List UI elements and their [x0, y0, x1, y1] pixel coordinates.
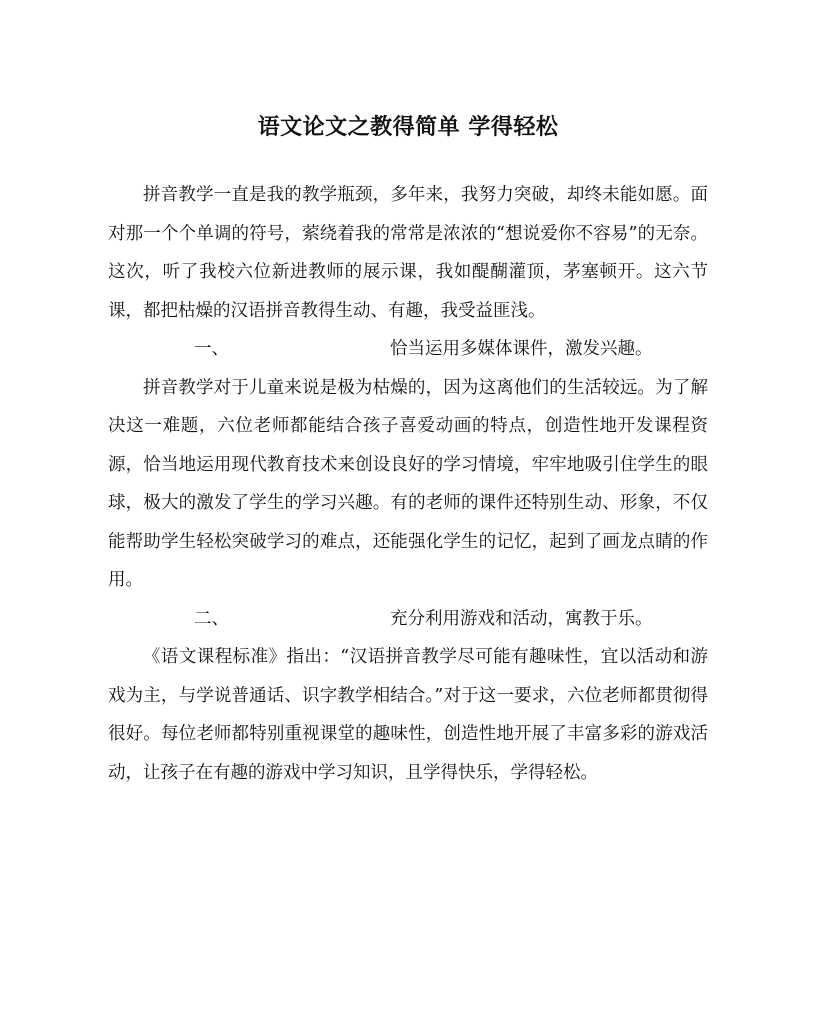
section-title: 充分利用游戏和活动，寓教于乐。 — [390, 608, 653, 629]
paragraph-section-2: 《语文课程标准》指出：“汉语拼音教学尽可能有趣味性，宜以活动和游戏为主，与学说普通话、识字教学相结合。”对于这一要求，六位老师都贯彻得很好。每位老师都特别重视课堂的趣味性，创造性地开展了丰富多彩的游戏活动，让孩子在有趣的游戏中学习知识，且学得快乐，学得轻松。 — [108, 647, 708, 783]
paragraph-intro: 拼音教学一直是我的教学瓶颈，多年来，我努力突破，却终未能如愿。面对那一个个单调的符号，萦绕着我的常常是浓浓的“想说爱你不容易”的无奈。这次，听了我校六位新进教师的展示课，我如醍醐灌顶，茅塞顿开。这六节课，都把枯燥的汉语拼音教得生动、有趣，我受益匪浅。 — [108, 185, 708, 321]
section-number: 一、 — [194, 339, 229, 359]
section-heading-2 — [108, 600, 708, 639]
section-title: 恰当运用多媒体课件，激发兴趣。 — [390, 339, 653, 359]
section-number: 二、 — [194, 608, 229, 629]
document-body — [108, 176, 708, 792]
section-heading-1 — [108, 330, 708, 369]
document-title: 语文论文之教得简单 学得轻松 — [257, 114, 559, 140]
paragraph-section-1: 拼音教学对于儿童来说是极为枯燥的，因为这离他们的生活较远。为了解决这一难题，六位老师都能结合孩子喜爱动画的特点，创造性地开发课程资源，恰当地运用现代教育技术来创设良好的学习情境，牢牢地吸引住学生的眼球，极大的激发了学生的学习兴趣。有的老师的课件还特别生动、形象，不仅能帮助学生轻松突破学习的难点，还能强化学生的记忆，起到了画龙点睛的作用。 — [108, 377, 708, 590]
